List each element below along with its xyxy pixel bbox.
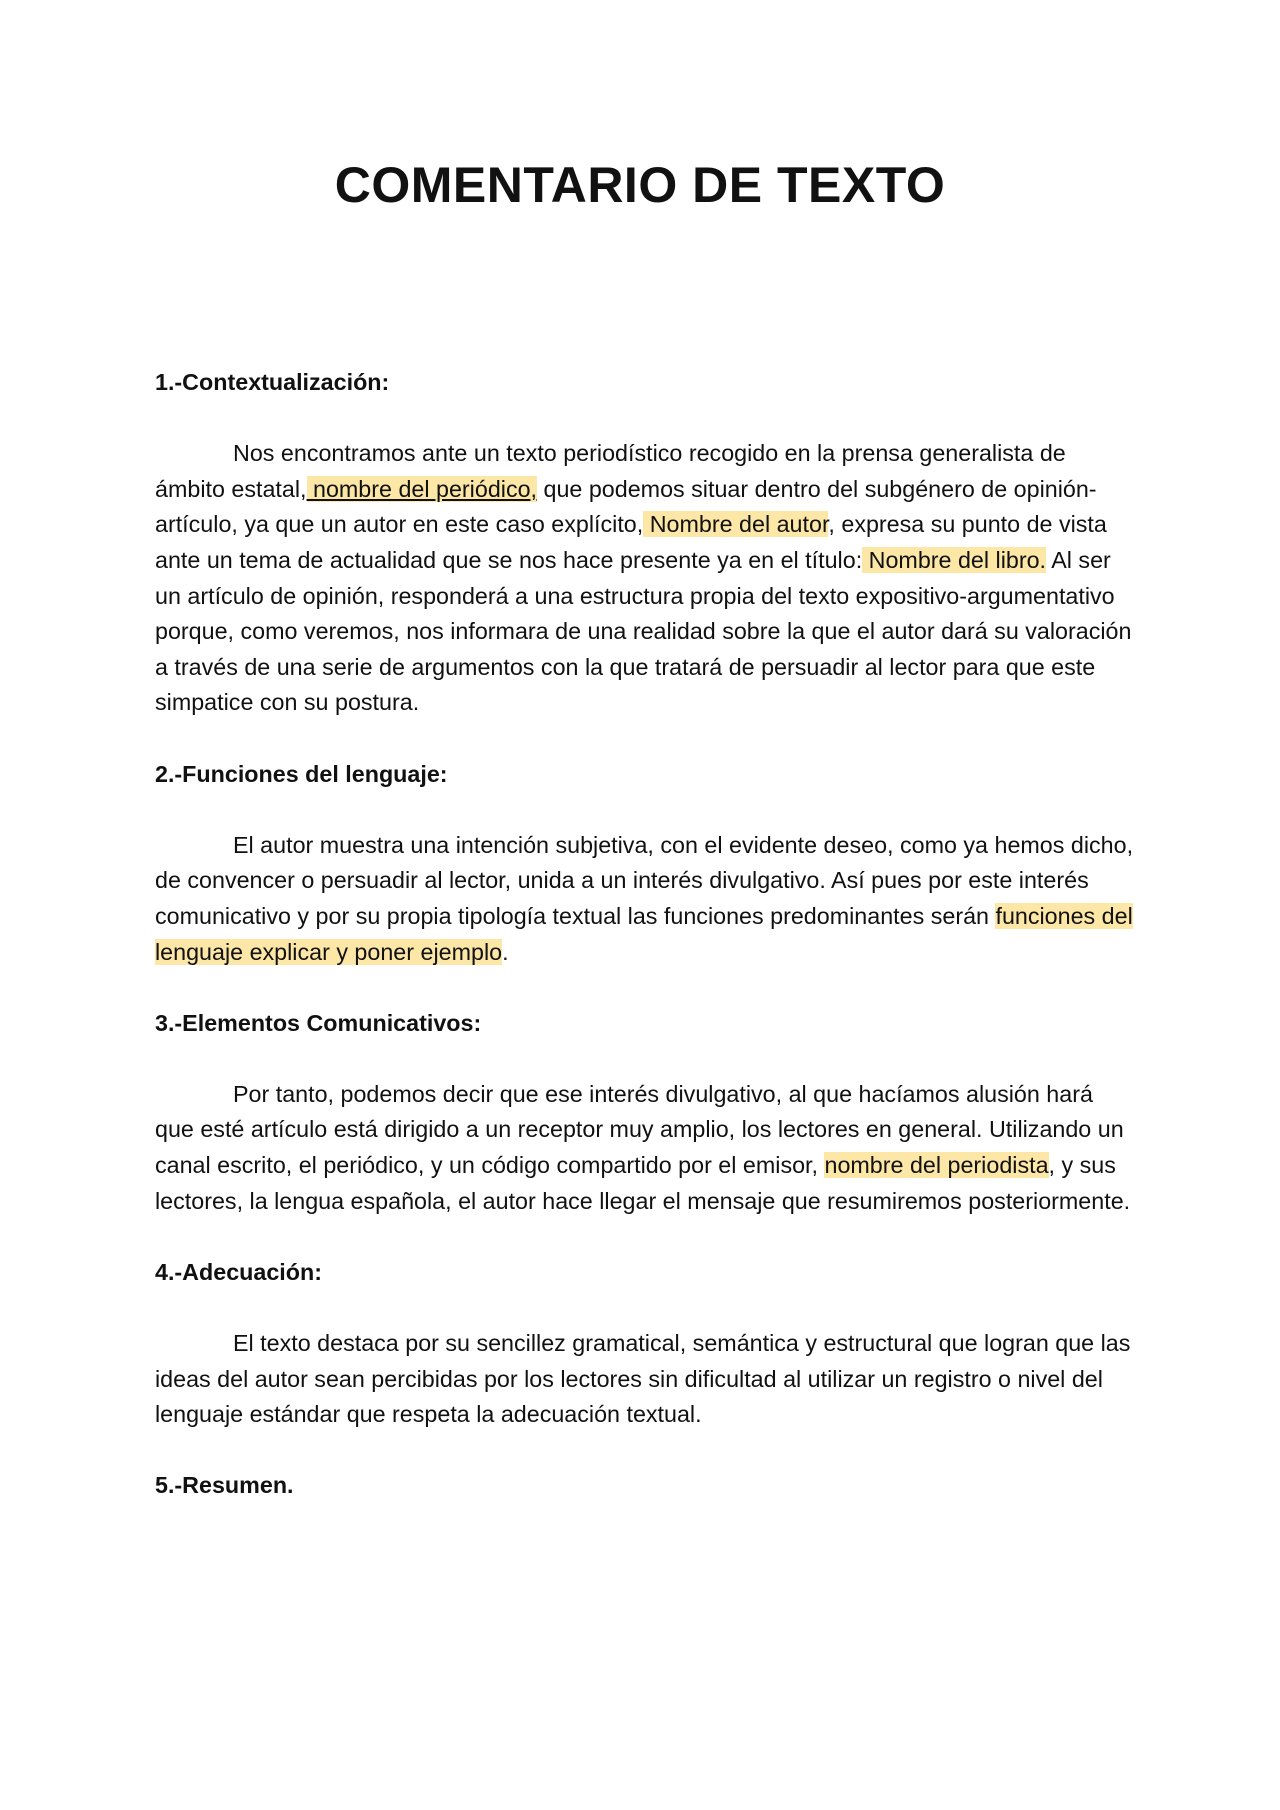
text-run: El autor muestra una intención subjetiva, con el evidente deseo, como ya hemos dicho, de convencer o persuadir al lector, unida a un interés divulgativo. Así pues por este interés comunicativo y por su propia tipología textual las funciones predominantes serán bbox=[155, 831, 1134, 929]
text-run: . bbox=[502, 938, 509, 965]
text-run: Al ser un artículo de opinión, responderá a una estructura propia del texto expositivo-argumentativo porque, como veremos, nos informara de una realidad sobre la que el autor dará su valoración a través de una serie de argumentos con la que tratará de persuadir al lector para que este simpatice con su postura. bbox=[155, 546, 1132, 716]
text-run: , expresa su punto de vista ante un tema de actualidad que se nos hace presente ya en el título: bbox=[155, 511, 1107, 573]
section-heading-contextualizacion: 1.-Contextualización: bbox=[155, 369, 390, 395]
text-run: Nos encontramos ante un texto periodístico recogido en la prensa generalista de ámbito estatal, bbox=[155, 440, 1066, 502]
highlight-journalist-name: nombre del periodista bbox=[824, 1152, 1049, 1179]
highlight-newspaper-name: nombre del periódico, bbox=[306, 475, 538, 502]
section-heading-adecuacion: 4.-Adecuación: bbox=[155, 1258, 322, 1285]
section-heading-resumen: 5.-Resumen. bbox=[155, 1472, 294, 1499]
paragraph-adecuacion: El texto destaca por su sencillez gramatical, semántica y estructural que logran que las ideas del autor sean percibidas por los lectores sin dificultad al utilizar un registro o nivel del lenguaje estándar que respeta la adecuación textual. bbox=[155, 1330, 1131, 1428]
paragraph-contextualizacion bbox=[155, 436, 1135, 721]
highlight-book-name: Nombre del libro. bbox=[862, 546, 1047, 573]
highlight-language-functions: funciones del lenguaje explicar y poner ejemplo bbox=[155, 902, 1133, 965]
document-body bbox=[155, 365, 1135, 1540]
document-title: COMENTARIO DE TEXTO bbox=[334, 157, 946, 213]
section-heading-elementos: 3.-Elementos Comunicativos: bbox=[155, 1009, 482, 1036]
paragraph-funciones bbox=[155, 828, 1135, 970]
highlight-author-name: Nombre del autor bbox=[643, 511, 829, 538]
text-run: que podemos situar dentro del subgénero de opinión-artículo, ya que un autor en este caso explícito, bbox=[155, 475, 1097, 538]
text-run: , y sus lectores, la lengua española, el autor hace llegar el mensaje que resumiremos posteriormente. bbox=[155, 1152, 1131, 1214]
text-run: Por tanto, podemos decir que ese interés divulgativo, al que hacíamos alusión hará que esté artículo está dirigido a un receptor muy amplio, los lectores en general. Utilizando un canal escrito, el periódico, y un código compartido por el emisor, bbox=[155, 1080, 1124, 1179]
paragraph-elementos bbox=[155, 1077, 1135, 1219]
section-heading-funciones: 2.-Funciones del lenguaje: bbox=[155, 760, 448, 787]
